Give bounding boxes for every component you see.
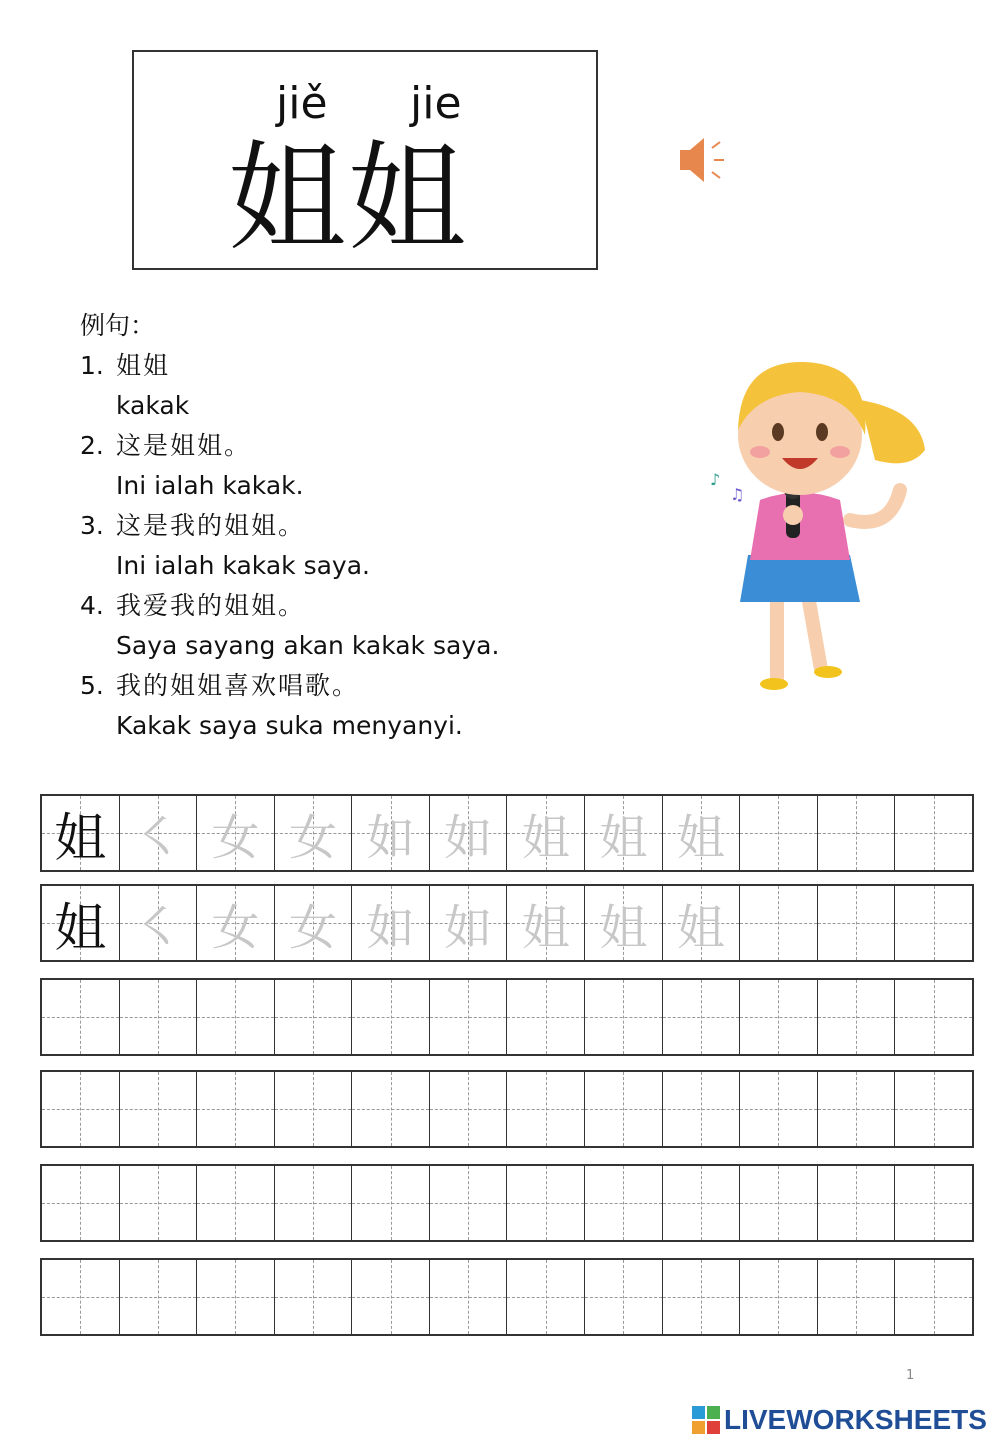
pinyin-1: jiě xyxy=(276,78,328,129)
practice-row xyxy=(40,1070,974,1148)
writing-cell[interactable] xyxy=(352,1260,430,1334)
writing-cell[interactable] xyxy=(818,1166,896,1240)
practice-row xyxy=(40,1258,974,1336)
writing-cell[interactable] xyxy=(740,1166,818,1240)
practice-row xyxy=(40,884,974,962)
writing-cell[interactable] xyxy=(818,796,896,870)
example-number: 1. xyxy=(80,351,104,380)
trace-cell[interactable] xyxy=(430,796,508,870)
examples-heading: 例句： xyxy=(80,311,156,340)
svg-text:♫: ♫ xyxy=(730,485,745,504)
stroke-order-step: ㇛ xyxy=(133,809,182,866)
trace-cell[interactable] xyxy=(663,886,741,960)
writing-cell[interactable] xyxy=(585,1166,663,1240)
writing-cell[interactable] xyxy=(740,886,818,960)
pinyin-2: jie xyxy=(410,78,462,129)
writing-cell[interactable] xyxy=(818,1072,896,1146)
writing-cell[interactable] xyxy=(42,980,120,1054)
writing-cell[interactable] xyxy=(275,1260,353,1334)
trace-cell[interactable] xyxy=(663,796,741,870)
example-sentences xyxy=(80,306,499,746)
writing-cell[interactable] xyxy=(352,1166,430,1240)
trace-cell[interactable] xyxy=(507,796,585,870)
example-item xyxy=(80,666,499,706)
model-character: 姐 xyxy=(54,898,107,959)
trace-cell[interactable] xyxy=(120,796,198,870)
example-number: 5. xyxy=(80,671,104,700)
trace-cell[interactable] xyxy=(507,886,585,960)
stroke-order-step: 如 xyxy=(366,809,415,866)
practice-row xyxy=(40,978,974,1056)
writing-cell[interactable] xyxy=(740,1260,818,1334)
trace-cell[interactable] xyxy=(585,796,663,870)
stroke-order-step: 姐 xyxy=(521,899,570,956)
trace-cell[interactable] xyxy=(352,886,430,960)
trace-cell[interactable] xyxy=(197,796,275,870)
example-malay: Saya sayang akan kakak saya. xyxy=(116,631,500,660)
writing-cell[interactable] xyxy=(740,1072,818,1146)
example-number: 4. xyxy=(80,591,104,620)
girl-singing-illustration xyxy=(700,340,940,700)
writing-cell[interactable] xyxy=(507,1260,585,1334)
writing-cell[interactable] xyxy=(42,1072,120,1146)
writing-cell[interactable] xyxy=(585,1260,663,1334)
stroke-order-step: 女 xyxy=(211,809,260,866)
brand-name: LIVEWORKSHEETS xyxy=(724,1404,987,1435)
example-chinese: 我爱我的姐姐。 xyxy=(116,591,306,620)
practice-row xyxy=(40,794,974,872)
trace-cell[interactable] xyxy=(430,886,508,960)
writing-cell[interactable] xyxy=(818,980,896,1054)
writing-cell[interactable] xyxy=(430,980,508,1054)
writing-cell[interactable] xyxy=(507,1166,585,1240)
example-chinese: 姐姐 xyxy=(116,351,171,380)
stroke-order-step: 如 xyxy=(444,809,493,866)
writing-cell[interactable] xyxy=(585,1072,663,1146)
writing-cell[interactable] xyxy=(120,1166,198,1240)
trace-cell[interactable] xyxy=(275,796,353,870)
trace-cell[interactable] xyxy=(352,796,430,870)
trace-cell[interactable] xyxy=(275,886,353,960)
trace-cell[interactable] xyxy=(120,886,198,960)
writing-cell[interactable] xyxy=(120,980,198,1054)
writing-cell[interactable] xyxy=(352,1072,430,1146)
writing-cell[interactable] xyxy=(663,1072,741,1146)
stroke-order-step: ㇛ xyxy=(133,899,182,956)
writing-cell[interactable] xyxy=(42,1166,120,1240)
writing-cell[interactable] xyxy=(507,1072,585,1146)
writing-cell[interactable] xyxy=(275,980,353,1054)
stroke-order-step: 姐 xyxy=(676,899,725,956)
liveworksheets-logo xyxy=(692,1402,987,1438)
writing-cell[interactable] xyxy=(42,1260,120,1334)
writing-cell[interactable] xyxy=(197,1260,275,1334)
liveworksheets-logo-icon xyxy=(692,1406,720,1434)
writing-cell[interactable] xyxy=(430,1072,508,1146)
writing-cell[interactable] xyxy=(120,1072,198,1146)
writing-cell[interactable] xyxy=(740,796,818,870)
writing-cell[interactable] xyxy=(197,980,275,1054)
stroke-order-step: 女 xyxy=(289,809,338,866)
writing-cell[interactable] xyxy=(275,1072,353,1146)
practice-row xyxy=(40,1164,974,1242)
stroke-order-step: 如 xyxy=(444,899,493,956)
writing-cell[interactable] xyxy=(275,1166,353,1240)
example-item xyxy=(80,346,499,386)
stroke-order-step: 女 xyxy=(289,899,338,956)
stroke-order-step: 姐 xyxy=(599,809,648,866)
stroke-order-step: 女 xyxy=(211,899,260,956)
writing-cell[interactable] xyxy=(895,1166,972,1240)
example-chinese: 这是我的姐姐。 xyxy=(116,511,306,540)
model-character-cell xyxy=(42,796,120,870)
writing-cell[interactable] xyxy=(818,886,896,960)
example-chinese: 我的姐姐喜欢唱歌。 xyxy=(116,671,360,700)
writing-cell[interactable] xyxy=(663,1260,741,1334)
example-malay: Ini ialah kakak saya. xyxy=(116,551,370,580)
writing-cell[interactable] xyxy=(120,1260,198,1334)
writing-cell[interactable] xyxy=(895,980,972,1054)
example-number: 2. xyxy=(80,431,104,460)
writing-cell[interactable] xyxy=(197,1166,275,1240)
writing-cell[interactable] xyxy=(818,1260,896,1334)
writing-cell[interactable] xyxy=(663,980,741,1054)
example-item xyxy=(80,506,499,546)
example-malay: Kakak saya suka menyanyi. xyxy=(116,711,463,740)
writing-cell[interactable] xyxy=(430,1260,508,1334)
example-malay: kakak xyxy=(116,391,190,420)
example-chinese: 这是姐姐。 xyxy=(116,431,252,460)
stroke-order-step: 姐 xyxy=(676,809,725,866)
writing-cell[interactable] xyxy=(895,886,972,960)
svg-text:♪: ♪ xyxy=(710,470,721,489)
writing-cell[interactable] xyxy=(507,980,585,1054)
model-character-cell xyxy=(42,886,120,960)
writing-cell[interactable] xyxy=(895,796,972,870)
example-item xyxy=(80,586,499,626)
example-malay: Ini ialah kakak. xyxy=(116,471,304,500)
writing-cell[interactable] xyxy=(197,1072,275,1146)
stroke-order-step: 姐 xyxy=(599,899,648,956)
writing-cell[interactable] xyxy=(663,1166,741,1240)
writing-cell[interactable] xyxy=(352,980,430,1054)
example-number: 3. xyxy=(80,511,104,540)
model-character: 姐 xyxy=(54,808,107,869)
stroke-order-step: 姐 xyxy=(521,809,570,866)
writing-cell[interactable] xyxy=(895,1072,972,1146)
title-characters: 姐姐 xyxy=(228,129,469,267)
trace-cell[interactable] xyxy=(585,886,663,960)
writing-cell[interactable] xyxy=(895,1260,972,1334)
writing-cell[interactable] xyxy=(740,980,818,1054)
page-number: 1 xyxy=(906,1368,915,1383)
stroke-order-step: 如 xyxy=(366,899,415,956)
writing-cell[interactable] xyxy=(430,1166,508,1240)
trace-cell[interactable] xyxy=(197,886,275,960)
writing-cell[interactable] xyxy=(585,980,663,1054)
speaker-icon[interactable] xyxy=(674,132,730,188)
example-item xyxy=(80,426,499,466)
